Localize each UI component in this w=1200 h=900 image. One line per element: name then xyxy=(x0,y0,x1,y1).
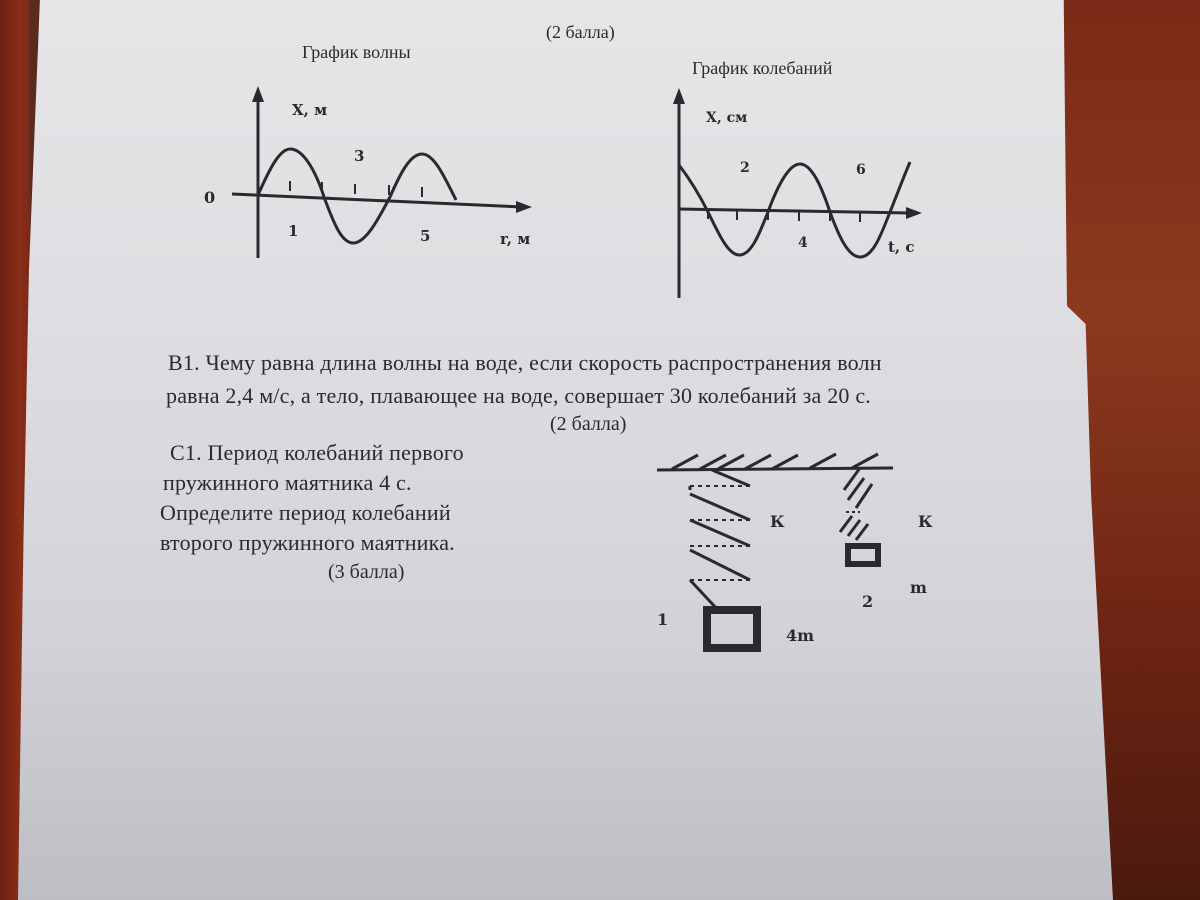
wave-tick-5: 5 xyxy=(420,227,431,245)
osc-tick-4: 4 xyxy=(798,235,808,251)
ceiling xyxy=(657,454,893,470)
wave-y-label: X, м xyxy=(292,101,328,119)
spring-1-k-label: К xyxy=(770,512,785,531)
osc-x-arrow xyxy=(906,207,922,219)
osc-y-label: Х, см xyxy=(706,110,748,126)
spring-2-k-label: К xyxy=(918,512,933,531)
b1-points: (2 балла) xyxy=(550,413,627,435)
wave-graph-title: График волны xyxy=(302,42,411,62)
mass-1-block xyxy=(707,610,757,648)
osc-y-arrow xyxy=(673,88,685,104)
top-points: (2 балла) xyxy=(546,22,615,42)
wave-y-arrow xyxy=(252,86,264,102)
c1-line-4: второго пружинного маятника. xyxy=(160,530,455,555)
c1-line-1: С1. Период колебаний первого xyxy=(170,440,464,465)
osc-x-axis xyxy=(679,209,910,213)
wave-graph-ticks xyxy=(290,181,422,197)
wave-origin-label: 0 xyxy=(204,188,216,207)
osc-tick-6: 6 xyxy=(856,162,866,178)
mass-1-label: 4m xyxy=(786,626,815,645)
wave-x-arrow xyxy=(516,201,532,213)
c1-line-2: пружинного маятника 4 с. xyxy=(163,470,412,495)
b1-line-2: равна 2,4 м/с, а тело, плавающее на воде, совершает 30 колебаний за 20 с. xyxy=(166,383,871,408)
pendulum-1-label: 1 xyxy=(657,610,669,629)
mass-2-block xyxy=(848,546,878,564)
wave-x-axis xyxy=(232,194,522,207)
wave-tick-1: 1 xyxy=(288,222,299,240)
osc-tick-2: 2 xyxy=(740,160,750,176)
oscillation-graph-title: График колебаний xyxy=(692,58,833,78)
c1-line-3: Определите период колебаний xyxy=(160,500,451,525)
spring-2 xyxy=(840,468,872,540)
spring-1 xyxy=(690,470,750,610)
wave-x-label: r, м xyxy=(500,230,531,248)
osc-x-label: t, c xyxy=(888,238,915,256)
pendulum-2-label: 2 xyxy=(862,592,874,611)
c1-points: (3 балла) xyxy=(328,561,405,583)
wave-graph-axes xyxy=(232,86,532,258)
mass-2-label: m xyxy=(910,578,927,597)
b1-line-1: В1. Чему равна длина волны на воде, если скорость распространения волн xyxy=(168,350,882,375)
wave-tick-3: 3 xyxy=(354,147,365,165)
